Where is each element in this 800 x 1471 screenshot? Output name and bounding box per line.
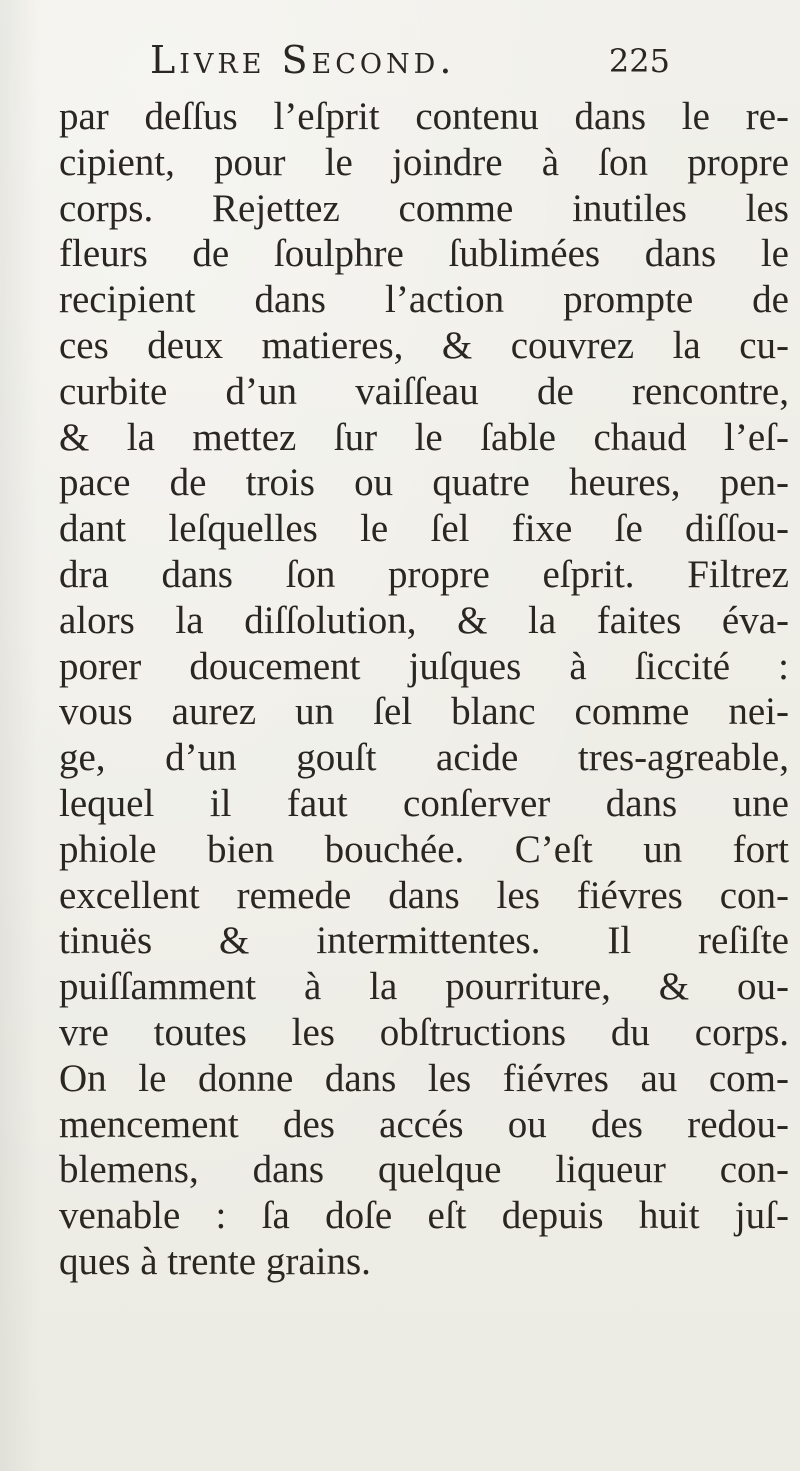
text-line: pace de trois ou quatre heures, pen- (59, 461, 789, 505)
text-line: alors la diſſolution, & la faites éva- (59, 598, 789, 642)
text-line: dant leſquelles le ſel fixe ſe diſſou- (59, 507, 789, 551)
text-line: ces deux matieres, & couvrez la cu- (59, 323, 789, 367)
text-line: fleurs de ſoulphre ſublimées dans le (59, 232, 789, 276)
text-line: On le donne dans les fiévres au com- (59, 1056, 789, 1100)
text-line: ques à trente grains. (59, 1239, 371, 1283)
page-gutter-shadow (0, 0, 40, 1471)
text-line: recipient dans l’action prompte de (59, 278, 789, 322)
text-line: dra dans ſon propre eſprit. Filtrez (59, 552, 789, 596)
text-line: & la mettez ſur le ſable chaud l’eſ- (59, 415, 789, 459)
text-line: tinuës & intermittentes. Il reſiſte (59, 919, 789, 963)
text-line: curbite d’un vaiſſeau de rencontre, (59, 369, 789, 413)
text-line: porer doucement juſques à ſiccité : (59, 644, 789, 688)
text-line: phiole bien bouchée. C’eſt un fort (59, 827, 789, 871)
text-line: blemens, dans quelque liqueur con- (59, 1148, 789, 1192)
running-title: Livre Second. (150, 38, 456, 82)
text-line: mencement des accés ou des redou- (59, 1102, 789, 1146)
page-number: 225 (608, 42, 670, 80)
text-line: venable : ſa doſe eſt depuis huit juſ- (59, 1194, 789, 1238)
text-line: cipient, pour le joindre à ſon propre (59, 140, 789, 184)
text-line: puiſſamment à la pourriture, & ou- (59, 965, 789, 1009)
text-line: ge, d’un gouſt acide tres-agreable, (59, 736, 789, 780)
text-line: corps. Rejettez comme inutiles les (59, 186, 789, 230)
page-header (150, 38, 670, 98)
body-text (59, 94, 789, 1285)
text-line: par deſſus l’eſprit contenu dans le re- (59, 95, 789, 138)
text-line: excellent remede dans les fiévres con- (59, 873, 789, 917)
text-line: lequel il faut conſerver dans une (59, 781, 789, 825)
text-line: vre toutes les obſtructions du corps. (59, 1010, 789, 1054)
text-line: vous aurez un ſel blanc comme nei- (59, 690, 789, 734)
